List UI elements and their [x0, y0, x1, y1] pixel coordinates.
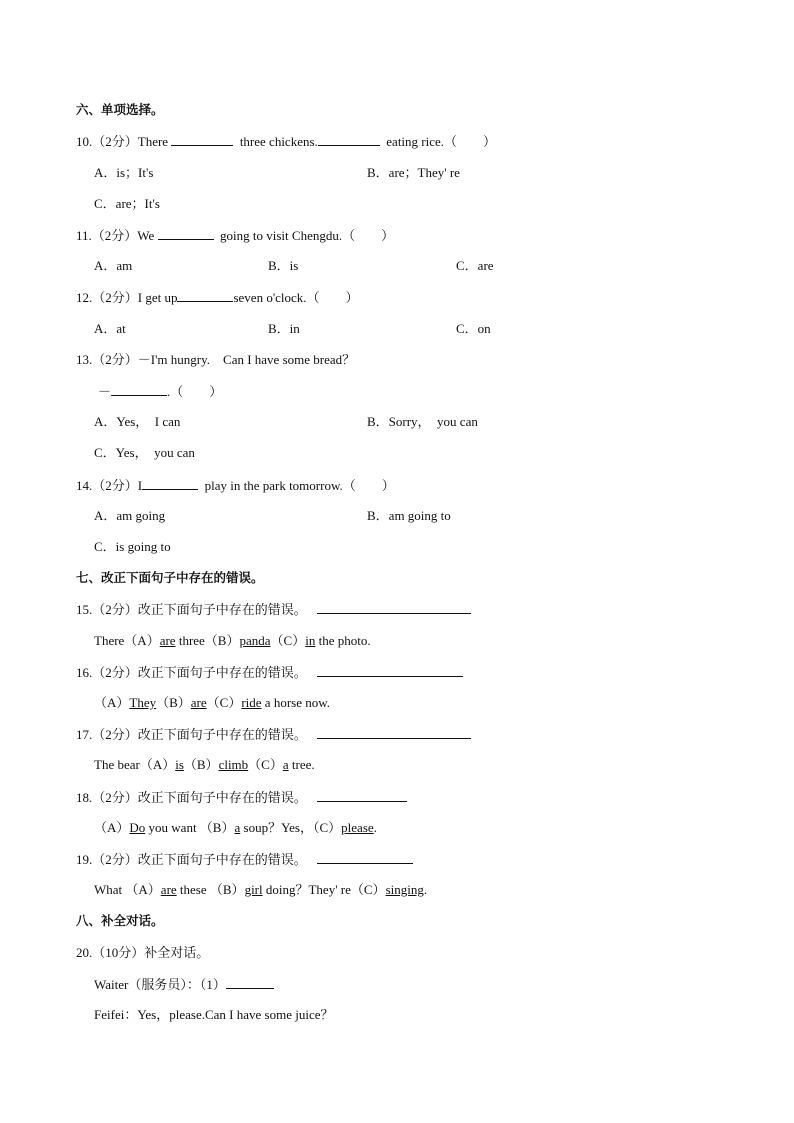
option-a[interactable]: A．is；It's [94, 165, 154, 180]
question-18-sentence: （A）Do you want （B）a soup？Yes，（C）please. [94, 820, 377, 835]
question-15-stem: 15.（2分）改正下面句子中存在的错误。 [76, 601, 471, 617]
option-c[interactable]: C．are [456, 258, 494, 273]
question-19-sentence: What （A）are these （B）girl doing？They' re（C）singing. [94, 882, 428, 897]
question-15-sentence: There（A）are three（B）panda（C）in the photo. [94, 633, 371, 648]
answer-blank[interactable] [317, 726, 471, 739]
question-16-sentence: （A）They（B）are（C）ride a horse now. [94, 695, 331, 710]
question-17-sentence: The bear（A）is（B）climb（C）a tree. [94, 757, 315, 772]
question-12-stem: 12.（2分）I get up seven o'clock.（ ） [76, 290, 359, 305]
dialogue-line-waiter: Waiter（服务员）：（1） [94, 976, 274, 992]
section-header-error-correction: 七、改正下面句子中存在的错误。 [76, 570, 264, 585]
option-a[interactable]: A．at [94, 321, 126, 336]
question-19-stem: 19.（2分）改正下面句子中存在的错误。 [76, 851, 413, 867]
answer-blank[interactable] [111, 383, 167, 396]
question-16-stem: 16.（2分）改正下面句子中存在的错误。 [76, 664, 463, 680]
option-a[interactable]: A．am [94, 258, 133, 273]
question-20-stem: 20.（10分）补全对话。 [76, 945, 210, 960]
option-a[interactable]: A．Yes， I can [94, 414, 181, 429]
question-11-stem: 11.（2分）We going to visit Chengdu.（ ） [76, 228, 395, 243]
answer-blank[interactable] [226, 976, 274, 989]
question-13-stem: 13.（2分）－I'm hungry. Can I have some bread？ [76, 352, 356, 367]
option-a[interactable]: A．am going [94, 508, 166, 523]
answer-blank[interactable] [158, 227, 214, 240]
answer-blank[interactable] [317, 664, 463, 677]
answer-blank[interactable] [318, 133, 380, 146]
answer-blank[interactable] [317, 851, 413, 864]
option-c[interactable]: C．is going to [94, 539, 171, 554]
question-17-stem: 17.（2分）改正下面句子中存在的错误。 [76, 726, 471, 742]
option-c[interactable]: C．on [456, 321, 491, 336]
option-b[interactable]: B．in [268, 321, 300, 336]
answer-blank[interactable] [177, 289, 233, 302]
answer-blank[interactable] [171, 133, 233, 146]
option-b[interactable]: B．are；They' re [367, 165, 460, 180]
question-13-response: － .（ ） [98, 384, 223, 399]
option-c[interactable]: C．are；It's [94, 196, 160, 211]
question-14-stem: 14.（2分）I play in the park tomorrow.（ ） [76, 478, 395, 493]
answer-blank[interactable] [142, 477, 198, 490]
answer-blank[interactable] [317, 601, 471, 614]
option-c[interactable]: C．Yes， you can [94, 445, 195, 460]
question-10-stem: 10.（2分）There three chickens. eating rice.（ ） [76, 134, 497, 149]
question-18-stem: 18.（2分）改正下面句子中存在的错误。 [76, 789, 407, 805]
option-b[interactable]: B．Sorry， you can [367, 414, 478, 429]
section-header-single-choice: 六、单项选择。 [76, 102, 164, 117]
dialogue-line-feifei: Feifei：Yes，please.Can I have some juice？ [94, 1007, 334, 1022]
answer-blank[interactable] [317, 789, 407, 802]
option-b[interactable]: B．am going to [367, 508, 451, 523]
section-header-dialogue: 八、补全对话。 [76, 913, 164, 928]
option-b[interactable]: B．is [268, 258, 299, 273]
